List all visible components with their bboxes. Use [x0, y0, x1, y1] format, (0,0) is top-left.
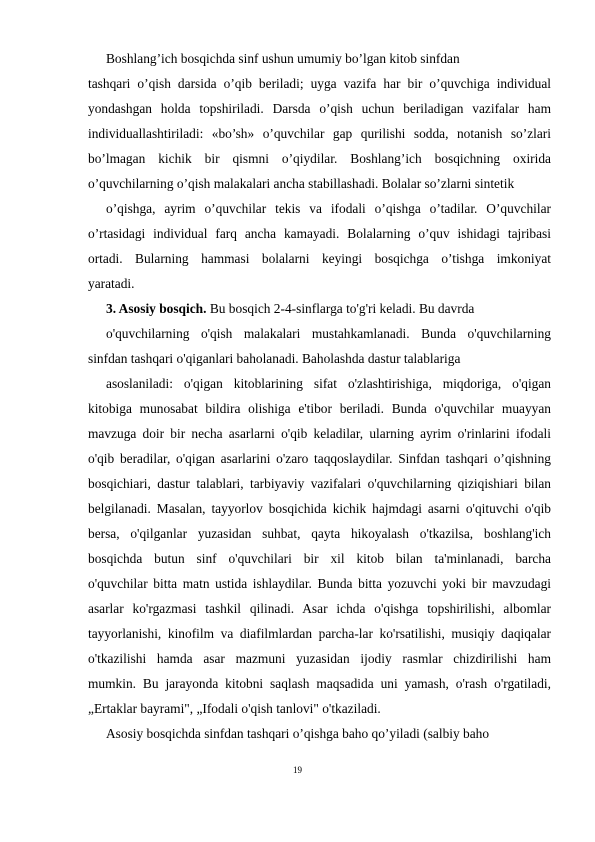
text-line: tashqari o’qish darsida o’qib beriladi; uyga vazifa har bir o’quvchiga individual — [88, 76, 551, 91]
text-line: bersa, o'qilganlar yuzasidan suhbat, qayta hikoyalash o'tkazilsa, boshlang'ich — [88, 526, 551, 541]
text-line-rest: Bu bosqich 2-4-sinflarga to'g'ri keladi. Bu davrda — [209, 301, 475, 316]
body-text — [88, 46, 551, 746]
section-heading: 3. Asosiy bosqich. — [106, 301, 207, 316]
text-line: Asosiy bosqichda sinfdan tashqari o’qishga baho qo’yiladi (salbiy baho — [106, 726, 490, 741]
paragraph-5 — [88, 721, 551, 746]
text-line: Boshlang’ich bosqichda sinf ushun umumiy bo’lgan kitob sinfdan — [106, 51, 460, 66]
text-line: mavzuga doir bir necha asarlarni o'qib keladilar, ularning ayrim o'rinlarini ifodali — [88, 426, 551, 441]
text-line: sinfdan tashqari o'qiganlari baholanadi. Baholashda dastur talablariga — [88, 351, 461, 366]
text-line: kitobiga munosabat bildira olishiga e'tibor beriladi. Bunda o'quvchilar muayyan — [88, 401, 551, 416]
text-line: o'qib beradilar, o'qigan asarlarini o'zaro taqqoslaydilar. Sinfdan tashqari o’qishning — [88, 451, 551, 466]
text-line: yaratadi. — [88, 276, 135, 291]
text-line: o'tkazilishi hamda asar mazmuni yuzasidan ijodiy rasmlar chizdirilishi ham — [88, 651, 551, 666]
page-number: 19 — [293, 765, 302, 775]
text-line: belgilanadi. Masalan, tayyorlov bosqichida kichik hajmdagi asarni o'qituvchi o'qib — [88, 501, 551, 516]
text-line: asarlar ko'rgazmasi tashkil qilinadi. Asar ichda o'qishga topshirilishi, albomlar — [88, 601, 551, 616]
paragraph-1 — [88, 46, 551, 196]
text-line: o'quvchilar bitta matn ustida ishlaydilar. Bunda bitta yozuvchi yoki bir mavzudagi — [88, 576, 551, 591]
paragraph-4 — [88, 371, 551, 721]
text-line: bo’lmagan kichik bir qismni o’qiydilar. Boshlang’ich bosqichning oxirida — [88, 151, 551, 166]
text-line: o’qishga, ayrim o’quvchilar tekis va ifodali o’qishga o’tadilar. O’quvchilar — [106, 201, 551, 216]
text-line — [88, 296, 551, 321]
text-line: yondashgan holda topshiriladi. Darsda o’qish uchun beriladigan vazifalar ham — [88, 101, 551, 116]
text-line: „Ertaklar bayrami", „Ifodali o'qish tanlovi" o'tkaziladi. — [88, 701, 381, 716]
paragraph-2 — [88, 196, 551, 296]
text-line: bosqichiari, dastur talablari, tarbiyaviy vazifalari o'quvchilarning qiziqishiari bilan — [88, 476, 551, 491]
text-line: asoslaniladi: o'qigan kitoblarining sifat o'zlashtirishiga, miqdoriga, o'qigan — [106, 376, 551, 391]
text-line: tayyorlanishi, kinofilm va diafilmlardan parcha-lar ko'rsatilishi, musiqiy daqiqalar — [88, 626, 551, 641]
text-line: mumkin. Bu jarayonda kitobni saqlash maqsadida uni yamash, o'rash o'rgatiladi, — [88, 676, 551, 691]
paragraph-3 — [88, 296, 551, 371]
text-line: o’rtasidagi individual farq ancha kamayadi. Bolalarning o’quv ishidagi tajribasi — [88, 226, 551, 241]
text-line: bosqichda butun sinf o'quvchilari bir xil kitob bilan ta'minlanadi, barcha — [88, 551, 551, 566]
text-line: o’quvchilarning o’qish malakalari ancha stabillashadi. Bolalar so’zlarni sintetik — [88, 176, 515, 191]
text-line: ortadi. Bularning hammasi bolalarni keyingi bosqichga o’tishga imkoniyat — [88, 251, 551, 266]
text-line: o'quvchilarning o'qish malakalari mustahkamlanadi. Bunda o'quvchilarning — [106, 326, 551, 341]
text-line: individuallashtiriladi: «bo’sh» o’quvchilar gap qurilishi sodda, notanish so’zlari — [88, 126, 551, 141]
